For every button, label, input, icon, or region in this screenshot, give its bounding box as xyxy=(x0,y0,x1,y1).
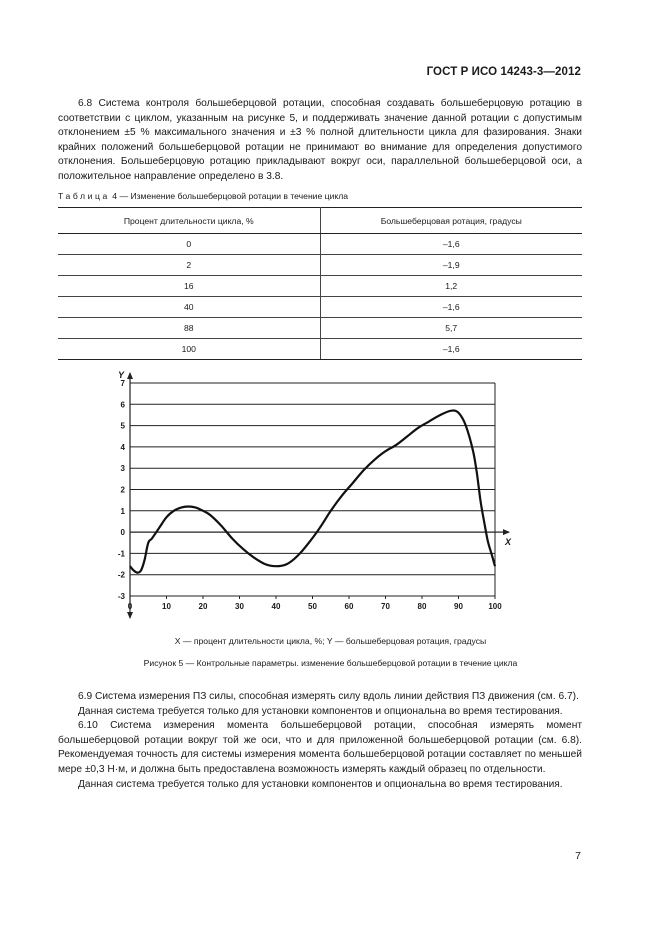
x-tick-label: 90 xyxy=(454,602,463,611)
cell-percent: 100 xyxy=(58,339,320,360)
y-tick-label: -2 xyxy=(117,570,125,580)
cell-rotation: –1,9 xyxy=(320,255,582,276)
x-tick-label: 30 xyxy=(235,602,244,611)
paragraph-6-9: 6.9 Система измерения ПЗ силы, способная измерять силу вдоль линии действия ПЗ движения (см. 6.7). xyxy=(78,691,579,702)
paragraph-6-9-note: Данная система требуется только для установки компонентов и опциональна во время тестирования. xyxy=(78,705,563,717)
y-axis-arrow-down xyxy=(127,612,133,619)
y-tick-label: 5 xyxy=(120,421,125,431)
y-tick-label: 0 xyxy=(120,528,125,538)
table-row xyxy=(58,255,582,276)
paragraph-6-10-note: Данная система требуется только для установки компонентов и опциональна во время тестирования. xyxy=(78,778,563,790)
cell-percent: 88 xyxy=(58,318,320,339)
y-tick-label: 2 xyxy=(120,485,125,495)
x-tick-label: 10 xyxy=(162,602,171,611)
x-axis-arrow xyxy=(503,529,510,535)
column-header-percent: Процент длительности цикла, % xyxy=(58,208,320,234)
y-axis-arrow-up xyxy=(127,372,133,379)
section-text xyxy=(58,690,582,792)
cell-rotation: 1,2 xyxy=(320,276,582,297)
x-tick-label: 40 xyxy=(271,602,281,611)
rotation-cycle-chart xyxy=(100,358,530,630)
x-tick-label: 60 xyxy=(344,602,354,611)
cell-percent: 40 xyxy=(58,297,320,318)
y-tick-label: -3 xyxy=(117,592,125,601)
x-tick-label: 20 xyxy=(198,602,208,611)
y-tick-label: 4 xyxy=(120,442,125,452)
cell-rotation: –1,6 xyxy=(320,234,582,255)
y-axis-label: Y xyxy=(118,370,125,380)
cell-rotation: –1,6 xyxy=(320,339,582,360)
table-row xyxy=(58,297,582,318)
table-row xyxy=(58,234,582,255)
page-number: 7 xyxy=(575,850,581,862)
table-row xyxy=(58,276,582,297)
column-header-rotation: Большеберцовая ротация, градусы xyxy=(320,208,582,234)
figure-legend-note: X — процент длительности цикла, %; Y — большеберцовая ротация, градусы xyxy=(174,636,487,646)
cell-percent: 2 xyxy=(58,255,320,276)
x-axis-label: X xyxy=(505,537,512,548)
rotation-table xyxy=(58,207,582,360)
table-row xyxy=(58,339,582,360)
table-caption-label: Таблица xyxy=(58,191,110,201)
cell-percent: 0 xyxy=(58,234,320,255)
y-tick-label: 7 xyxy=(120,379,125,388)
x-tick-label: 70 xyxy=(381,602,390,611)
series-line xyxy=(130,411,495,573)
cell-rotation: –1,6 xyxy=(320,297,582,318)
y-tick-label: -1 xyxy=(117,549,125,559)
document-header: ГОСТ Р ИСО 14243-3—2012 xyxy=(426,66,581,78)
table-caption xyxy=(58,191,348,201)
x-tick-label: 80 xyxy=(417,602,427,611)
x-tick-label: 50 xyxy=(308,602,317,611)
x-tick-label: 100 xyxy=(488,602,502,611)
intro-text xyxy=(58,97,582,185)
x-tick-label: 0 xyxy=(127,602,133,611)
y-tick-label: 6 xyxy=(120,400,125,410)
cell-percent: 16 xyxy=(58,276,320,297)
y-tick-label: 1 xyxy=(120,506,125,516)
cell-rotation: 5,7 xyxy=(320,318,582,339)
paragraph-6-10: 6.10 Система измерения момента большеберцовой ротации, способная измерять момент большеберцовой ротации вокруг той же оси, что и для приложенной большеберцовой ротации (см. 6.8). Рекомендуемая точность для системы измерения момента большеберцовой ротации составляет по меньшей мере ±0,3 Н·м, и должна быть предоставлена возможность измерять каждый образец по отдельности. xyxy=(58,720,582,775)
y-tick-label: 3 xyxy=(120,464,125,474)
figure-caption: Рисунок 5 — Контрольные параметры. изменение большеберцовой ротации в течение цикла xyxy=(143,658,518,668)
paragraph-6-8: 6.8 Система контроля большеберцовой ротации, способная создавать большеберцовую ротацию в соответствии с циклом, указанным на рисунке 5, и поддерживать значение данной ротации с допустимым отклонением ±5 % максимального значения и ±3 % полной длительности цикла для фазирования. Знаки крайних положений большеберцовой ротации не принимают во внимание для определения допустимого отклонения. Большеберцовую ротацию прикладывают вокруг оси, параллельной большеберцовой оси, а положительное направление определено в 3.8. xyxy=(58,98,582,182)
table-header-row xyxy=(58,208,582,234)
table-row xyxy=(58,318,582,339)
table-caption-text: 4 — Изменение большеберцовой ротации в течение цикла xyxy=(112,191,349,201)
